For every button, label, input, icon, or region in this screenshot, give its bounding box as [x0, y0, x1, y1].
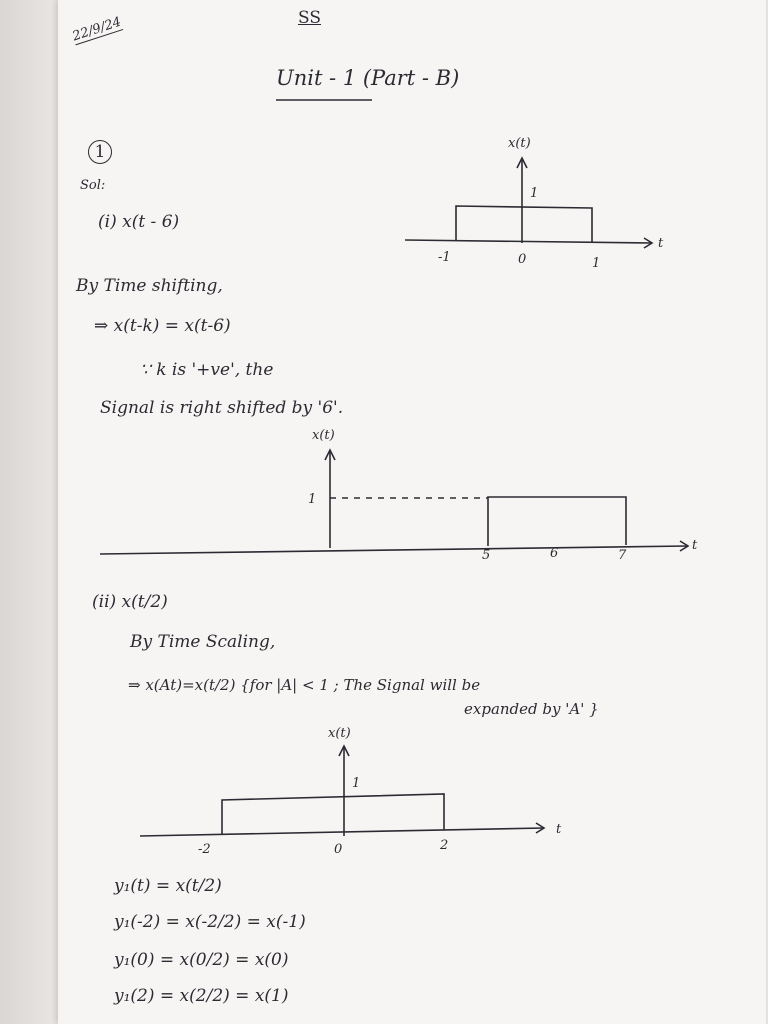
graph3-tick-neg2: -2 [198, 842, 211, 857]
graph1-y-label: x(t) [508, 136, 531, 151]
solution-label: Sol: [80, 178, 106, 193]
graph2-tick-7: 7 [618, 548, 627, 563]
graph2-y-label: x(t) [312, 428, 335, 443]
part2-eq4: y₁(2) = x(2/2) = x(1) [114, 986, 289, 1006]
part2-eq3: y₁(0) = x(0/2) = x(0) [114, 950, 289, 970]
graph1-tick-left: -1 [438, 250, 451, 265]
page-title: Unit - 1 (Part - B) [276, 66, 460, 90]
graph3-x-axis [140, 828, 544, 836]
graph2-tick-6: 6 [550, 546, 559, 561]
part1-reason: ∵ k is '+ve', the [140, 360, 274, 380]
graph2-x-label: t [692, 538, 698, 553]
question-number: 1 [88, 140, 112, 164]
graph1-x-label: t [658, 236, 664, 251]
graph2-amplitude: 1 [308, 492, 317, 507]
graph3-amplitude: 1 [352, 776, 361, 791]
graph3-pulse [222, 794, 444, 835]
part2-label: (ii) x(t/2) [92, 592, 168, 612]
graph2-tick-5: 5 [482, 548, 491, 563]
part2-eq1: y₁(t) = x(t/2) [114, 876, 222, 896]
graph3-tick-2: 2 [440, 838, 449, 853]
graph3-x-label: t [556, 822, 562, 837]
part2-rule: ⇒ x(At)=x(t/2) {for |A| < 1 ; The Signal will be [128, 676, 481, 694]
part1-label: (i) x(t - 6) [98, 212, 180, 232]
graph1-amplitude: 1 [530, 186, 539, 201]
graph3-y-label: x(t) [328, 726, 351, 741]
part1-equation: ⇒ x(t-k) = x(t-6) [94, 316, 231, 336]
part1-method: By Time shifting, [76, 276, 223, 296]
graph1-tick-right: 1 [592, 256, 601, 271]
graph1-tick-origin: 0 [518, 252, 527, 267]
part2-method: By Time Scaling, [130, 632, 276, 652]
subject-heading: SS [298, 8, 321, 28]
date-text: 22/9/24 [70, 14, 124, 45]
part1-conclusion: Signal is right shifted by '6'. [100, 398, 344, 418]
part2-eq2: y₁(-2) = x(-2/2) = x(-1) [114, 912, 306, 932]
graph3-tick-0: 0 [334, 842, 343, 857]
part2-rule-cont: expanded by 'A' } [464, 700, 599, 718]
